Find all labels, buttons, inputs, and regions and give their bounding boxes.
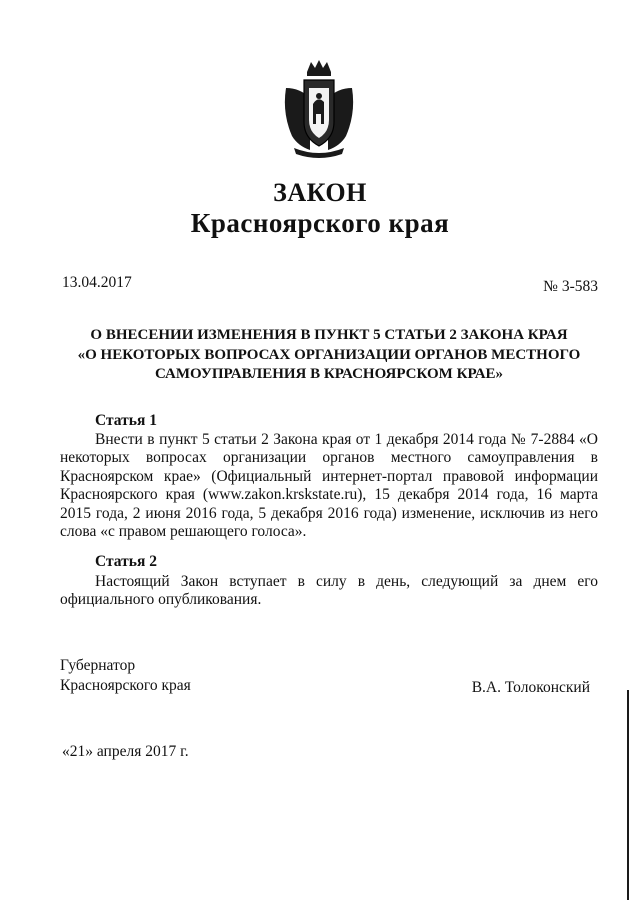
law-heading (60, 326, 598, 385)
law-heading-line: «О НЕКОТОРЫХ ВОПРОСАХ ОРГАНИЗАЦИИ ОРГАНОВ МЕСТНОГО (77, 346, 581, 363)
law-number: № 3-583 (543, 278, 598, 295)
signatory-name: В.А. Толоконский (471, 679, 590, 696)
scan-edge-line (627, 690, 629, 900)
coat-of-arms-emblem (280, 58, 358, 158)
signing-date: «21» апреля 2017 г. (62, 743, 189, 760)
article-1-text: Внести в пункт 5 статьи 2 Закона края от 1 декабря 2014 года № 7-2884 «О некоторых вопросах организации органов местного самоуправления в Красноярском крае» (Официальный интернет-портал правовой информации Красноярского края (www.zakon.krskstate.ru), 15 декабря 2014 года, 16 марта 2015 года, 2 июня 2016 года, 5 декабря 2016 года) изменение, исключив из него слова «с правом решающего голоса». (60, 431, 598, 541)
article-2-title: Статья 2 (95, 553, 157, 570)
signatory-position-line: Губернатор (60, 657, 136, 674)
article-1-title: Статья 1 (95, 412, 157, 429)
law-heading-line: САМОУПРАВЛЕНИЯ В КРАСНОЯРСКОМ КРАЕ» (154, 366, 504, 382)
signatory-position-line: Красноярского края (60, 676, 191, 694)
law-date: 13.04.2017 (62, 274, 132, 291)
region-subtitle: Красноярского края (190, 208, 450, 238)
document-type-title: ЗАКОН (273, 178, 367, 207)
law-heading-line: О ВНЕСЕНИИ ИЗМЕНЕНИЯ В ПУНКТ 5 СТАТЬИ 2 ЗАКОНА КРАЯ (90, 327, 568, 343)
article-2-text: Настоящий Закон вступает в силу в день, следующий за днем его официального опубликования. (60, 573, 598, 609)
signatory-position (60, 656, 191, 695)
